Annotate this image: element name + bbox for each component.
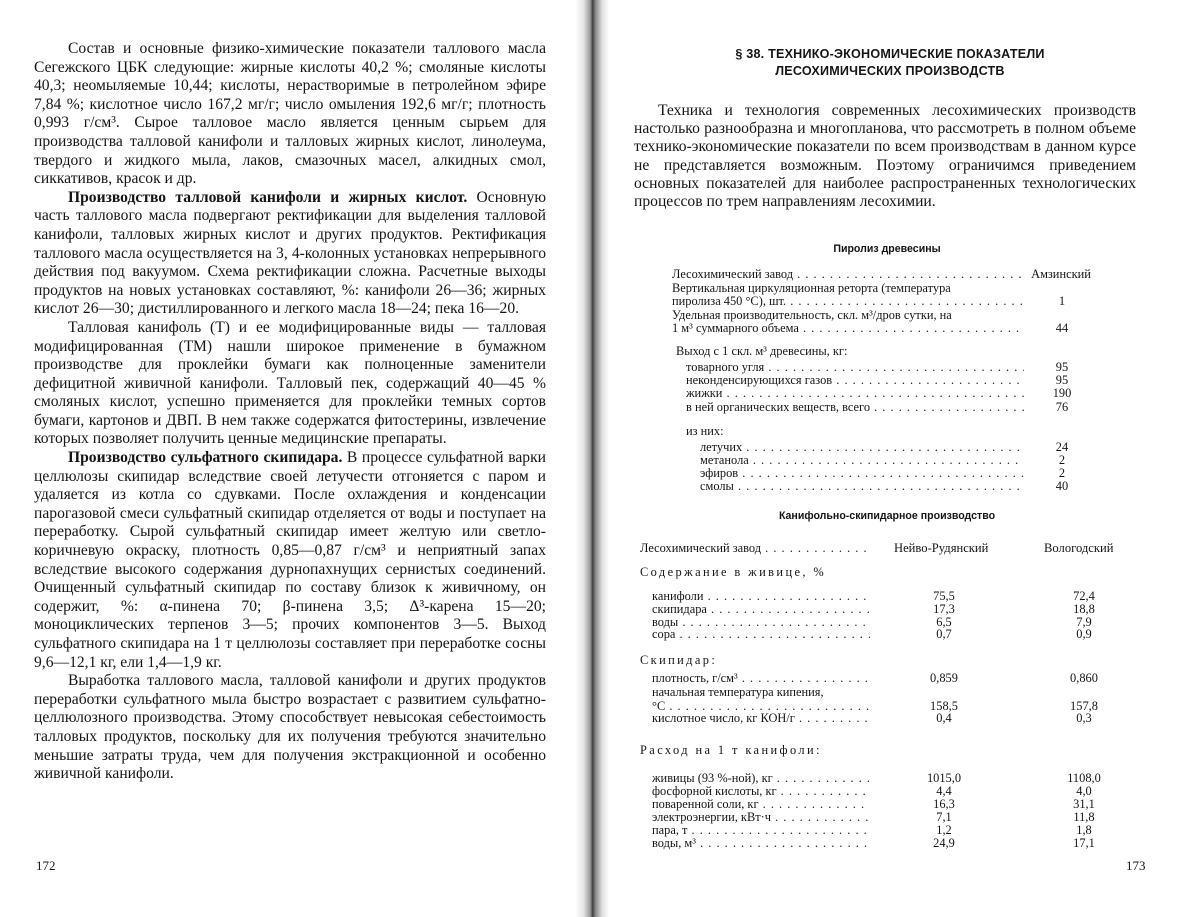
paragraph-rosin-production: Производство талловой канифоли и жирных кислот. Основную часть таллового масла подвергают ректификации для выделения талловой канифоли, талловых жирных кислот и других продуктов. Ректификация таллового масла осуществляется на 3, 4-колонных установках непрерывного действия под вакуумом. Схема ректификации сложна. Расчетные выходы продуктов на новых установках составляют, %: канифоли 26—36; жирных кислот 26—30; дистиллированного и легкого масла 18—24; пека 16—20. xyxy=(34,188,546,318)
section-title-line-1: § 38. ТЕХНИКО-ЭКОНОМИЧЕСКИЕ ПОКАЗАТЕЛИ xyxy=(735,47,1045,61)
group-title: Содержание в живице, % xyxy=(640,565,827,579)
row-value-neivo: 158,5 xyxy=(930,699,958,713)
paragraph-tall-rosin: Талловая канифоль (Т) и ее модифицированные виды — талловая модифицированная (ТМ) нашли широкое применение в бумажном производстве для проклейки бумаги как полноценные заменители дефицитной живичной канифоли. Талловый пек, содержащий 40—45 % смоляных кислот, успешно применяется для проклейки темных сортов бумаги, картонов и ДВП. В нем также содержатся фитостерины, извлечение которых позволяет получить ценные медицинские препараты. xyxy=(34,318,546,448)
row-value: 2 xyxy=(1058,453,1066,467)
row-label: пиролиза 450 °С), шт. . . . xyxy=(672,295,1024,308)
row-label: начальная температура кипения, xyxy=(652,686,824,699)
table-pyrolysis-title: Пиролиз древесины xyxy=(833,243,941,255)
row-value: 2 xyxy=(1058,466,1066,480)
row-label: Лесохимический завод . . . xyxy=(672,268,1024,281)
row-label: метанола . . . xyxy=(700,454,1024,467)
row-value: 95 xyxy=(1055,360,1069,374)
row-value: 76 xyxy=(1055,400,1069,414)
page-number-left: 172 xyxy=(36,858,56,873)
group-title: Скипидар: xyxy=(640,653,718,667)
paragraph-output-growth: Выработка таллового масла, талловой канифоли и других продуктов переработки сульфатного мыла быстро возрастает с развитием сульфатно-целлюлозного производства. Этому способствует невысокая себестоимость талловых продуктов, поскольку для их получения требуются значительно меньшие затраты труда, чем для получения экстракционной и особенно живичной канифоли. xyxy=(34,672,546,783)
intro-paragraph xyxy=(634,102,1136,211)
row-label: неконденсирующихся газов . . . xyxy=(686,374,1024,387)
left-page xyxy=(0,0,580,917)
row-value-vologda: 0,3 xyxy=(1076,711,1092,725)
row-value: 44 xyxy=(1055,321,1069,335)
row-value-neivo: 17,3 xyxy=(933,602,955,616)
row-value-vologda: 1108,0 xyxy=(1067,771,1101,785)
paragraph-turpentine-production: Производство сульфатного скипидара. В процессе сульфатной варки целлюлозы скипидар вследствие своей летучести отгоняется с паром и удаляется из котла со сдувками. После охлаждения и конденсации парогазовой смеси сульфатный скипидар отделяется от воды и поступает на переработку. Сырой сульфатный скипидар имеет желтую или светло-коричневую окраску, плотность 0,85—0,87 г/см³ и неприятный запах вследствие высокого содержания дурнопахнущих сернистых соединений. Очищенный сульфатный скипидар по составу близок к живичному, он содержит, %: α-пинена 70; β-пинена 3,5; Δ³-карена 15—20; моноциклических терпенов 3—5; прочих компонентов 3—5. Выход сульфатного скипидара на 1 т целлюлозы составляет при переработке сосны 9,6—12,1 кг, ели 1,4—1,9 кг. xyxy=(34,449,546,671)
row-value-vologda: 31,1 xyxy=(1073,797,1095,811)
row-value-neivo: 0,4 xyxy=(936,711,952,725)
row-label: товарного угля . . . xyxy=(686,361,1024,374)
row-value-vologda: 18,8 xyxy=(1073,602,1095,616)
row-value: 24 xyxy=(1055,440,1069,454)
row-label: 1 м³ суммарного объема . . . xyxy=(672,322,1024,335)
row-label: воды, м³ . . . xyxy=(652,837,870,850)
group-title: Расход на 1 т канифоли: xyxy=(640,743,822,757)
row-label: из них: xyxy=(686,425,724,438)
row-value-vologda: 0,9 xyxy=(1076,627,1092,641)
table-rosin-title: Канифольно-скипидарное производство xyxy=(778,510,996,522)
row-label: живицы (93 %-ной), кг . . . xyxy=(652,772,870,785)
row-value-neivo: 6,5 xyxy=(936,615,952,629)
row-label: Удельная производительность, скл. м³/дров сутки, на xyxy=(672,309,952,322)
row-value-neivo: 1,2 xyxy=(936,823,952,837)
row-label: фосфорной кислоты, кг . . . xyxy=(652,785,870,798)
row-value-neivo: 1015,0 xyxy=(926,771,962,785)
book-spine xyxy=(575,0,609,917)
row-label: воды . . . xyxy=(652,616,870,629)
page-number-right: 173 xyxy=(1126,858,1146,873)
row-value-vologda: 157,8 xyxy=(1070,699,1098,713)
row-value-vologda: 4,0 xyxy=(1076,784,1092,798)
row-value-vologda: 0,860 xyxy=(1070,671,1098,685)
row-label: плотность, г/см³ . . . xyxy=(652,672,870,685)
row-label: в ней органических веществ, всего . . . xyxy=(686,401,1024,414)
row-value-neivo: 0,859 xyxy=(930,671,958,685)
row-value: 95 xyxy=(1055,373,1069,387)
row-value-vologda: 72,4 xyxy=(1073,589,1095,603)
left-page-text xyxy=(34,40,546,784)
row-value-vologda: 1,8 xyxy=(1076,823,1092,837)
row-label: канифоли . . . xyxy=(652,590,870,603)
row-label: поваренной соли, кг . . . xyxy=(652,798,870,811)
row-label: эфиров . . . xyxy=(700,467,1024,480)
row-value-neivo: 16,3 xyxy=(933,797,955,811)
row-value-vologda: 7,9 xyxy=(1076,615,1092,629)
row-label: скипидара . . . xyxy=(652,603,870,616)
row-label: пара, т . . . xyxy=(652,824,870,837)
row-label: °С . . . xyxy=(652,700,870,713)
column-header-1: Нейво-Рудянский xyxy=(894,541,989,555)
row-value: 190 xyxy=(1052,386,1072,400)
row-value-vologda: 11,8 xyxy=(1073,810,1095,824)
row-value-neivo: 7,1 xyxy=(936,810,952,824)
row-label: кислотное число, кг КОН/г . . . xyxy=(652,712,870,725)
row-value: Амзинский xyxy=(1031,267,1091,281)
column-header-2: Вологодский xyxy=(1044,541,1114,555)
row-value-neivo: 4,4 xyxy=(936,784,952,798)
row-label: электроэнергии, кВт·ч . . . xyxy=(652,811,870,824)
row-value: 1 xyxy=(1058,294,1066,308)
row-value: 40 xyxy=(1055,479,1069,493)
row-label: жижки . . . xyxy=(686,387,1024,400)
row-label: сора . . . xyxy=(652,628,870,641)
row-label: Выход с 1 скл. м³ древесины, кг: xyxy=(676,345,848,358)
section-title xyxy=(640,46,1140,80)
row-value-neivo: 0,7 xyxy=(936,627,952,641)
row-label: летучих . . . xyxy=(700,441,1024,454)
intro-text: Техника и технология современных лесохимических производств настолько разнообразна и многопланова, что рассмотреть в полном объеме технико-экономические показатели по всем производствам в данном курсе не представляется возможным. Поэтому ограничимся приведением основных показателей для наиболее распространенных технологических процессов по трем направлениям лесохимии. xyxy=(634,102,1136,211)
row-value-neivo: 75,5 xyxy=(933,589,955,603)
row-value-neivo: 24,9 xyxy=(933,836,955,850)
section-title-line-2: ЛЕСОХИМИЧЕСКИХ ПРОИЗВОДСТВ xyxy=(775,64,1005,78)
row-label: смолы . . . xyxy=(700,480,1024,493)
paragraph-composition: Состав и основные физико-химические показатели таллового масла Сегежского ЦБК следующие: жирные кислоты 40,2 %; смоляные кислоты 40,3; неомыляемые 10,44; кислоты, нерастворимые в петролейном эфире 7,84 %; кислотное число 167,2 мг/г; число омыления 192,6 мг/г; плотность 0,993 г/см³. Сырое талловое масло является ценным сырьем для производства талловой канифоли и талловых жирных кислот, линолеума, твердого и жидкого мыла, лаков, смазочных масел, алкидных смол, сиккативов, красок и др. xyxy=(34,40,546,188)
header-label: Лесохимический завод . . . xyxy=(640,542,868,555)
row-label: Вертикальная циркуляционная реторта (температура xyxy=(672,282,951,295)
row-value-vologda: 17,1 xyxy=(1073,836,1095,850)
